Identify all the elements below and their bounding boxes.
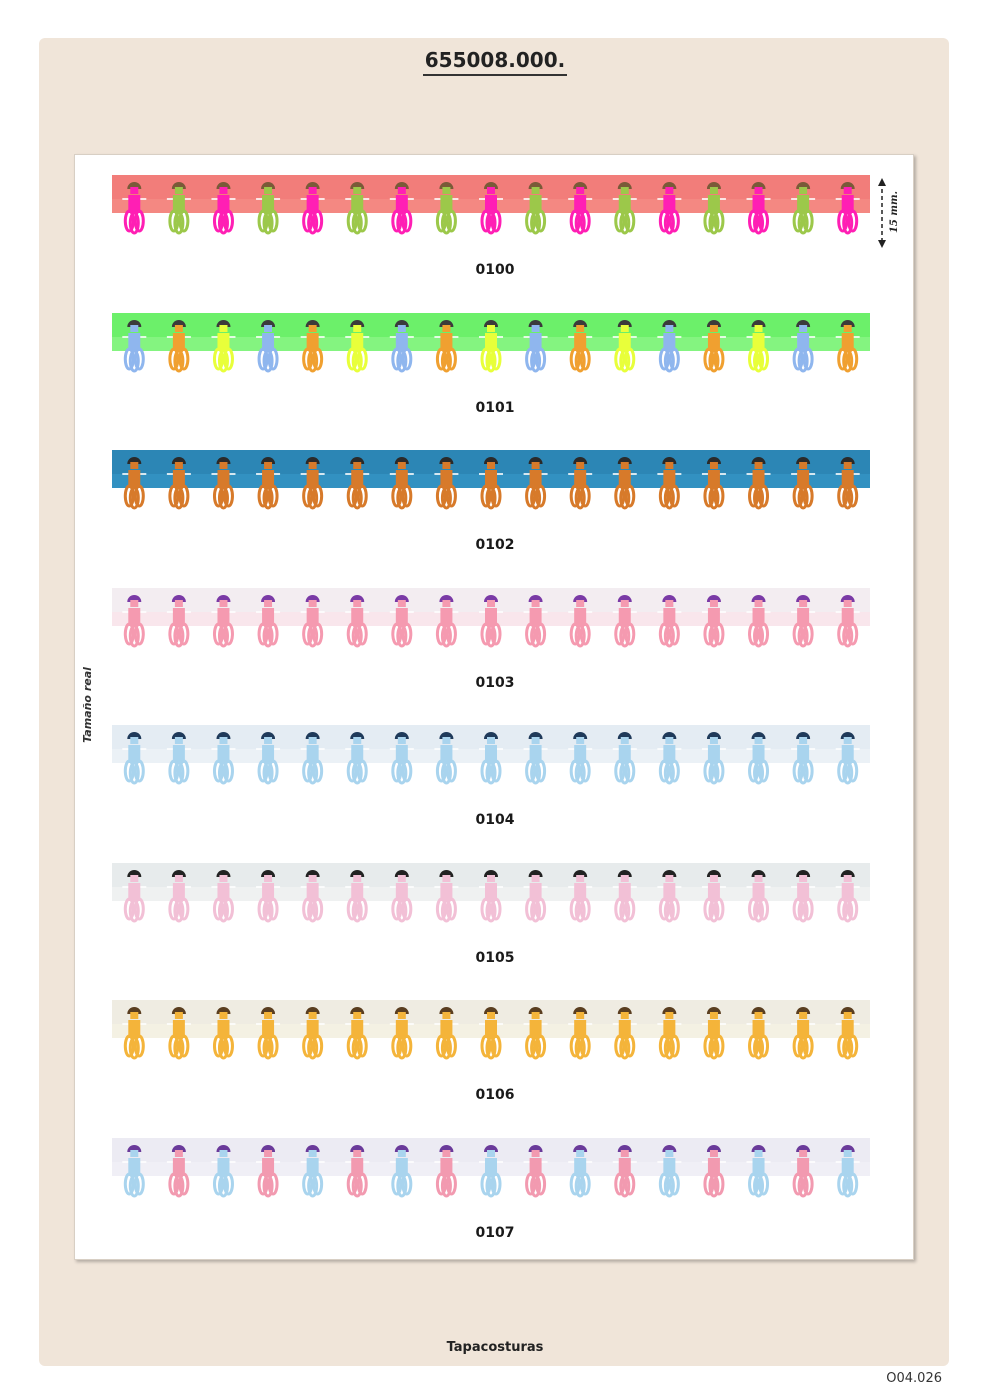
trim-sample-0104 (112, 725, 870, 797)
trim-sample-0105 (112, 863, 870, 935)
trim-code-label: 0107 (475, 1224, 515, 1241)
trim-sample-0100 (112, 175, 870, 247)
trim-code-label: 0102 (475, 537, 515, 553)
trim-image (112, 863, 870, 935)
page-title-text: 655008.000. (423, 48, 567, 76)
trim-sample-0107 (112, 1138, 870, 1210)
trim-sample-0102 (112, 450, 870, 522)
trim-image (112, 175, 870, 247)
trim-code-label: 0106 (475, 1087, 515, 1103)
trim-image (112, 450, 870, 522)
trim-sample-0106 (112, 1000, 870, 1072)
trim-code-label: 0105 (475, 949, 515, 966)
trim-code-label: 0104 (475, 812, 515, 828)
trim-image (112, 1000, 870, 1072)
trim-sample-0103 (112, 588, 870, 660)
trim-image (112, 725, 870, 797)
footer-title: Tapacosturas (446, 1340, 544, 1355)
trim-image (112, 588, 870, 660)
trim-sample-0101 (112, 313, 870, 385)
measure-label: 15 mm. (889, 190, 900, 234)
real-size-label: Tamaño real (81, 667, 94, 743)
trim-code-label: 0100 (475, 262, 515, 278)
trim-image (112, 1138, 870, 1210)
page-reference: O04.026 (886, 1371, 942, 1386)
trim-image (112, 313, 870, 385)
page-title (0, 48, 990, 72)
trim-code-label: 0101 (475, 399, 515, 416)
trim-code-label: 0103 (475, 674, 515, 691)
